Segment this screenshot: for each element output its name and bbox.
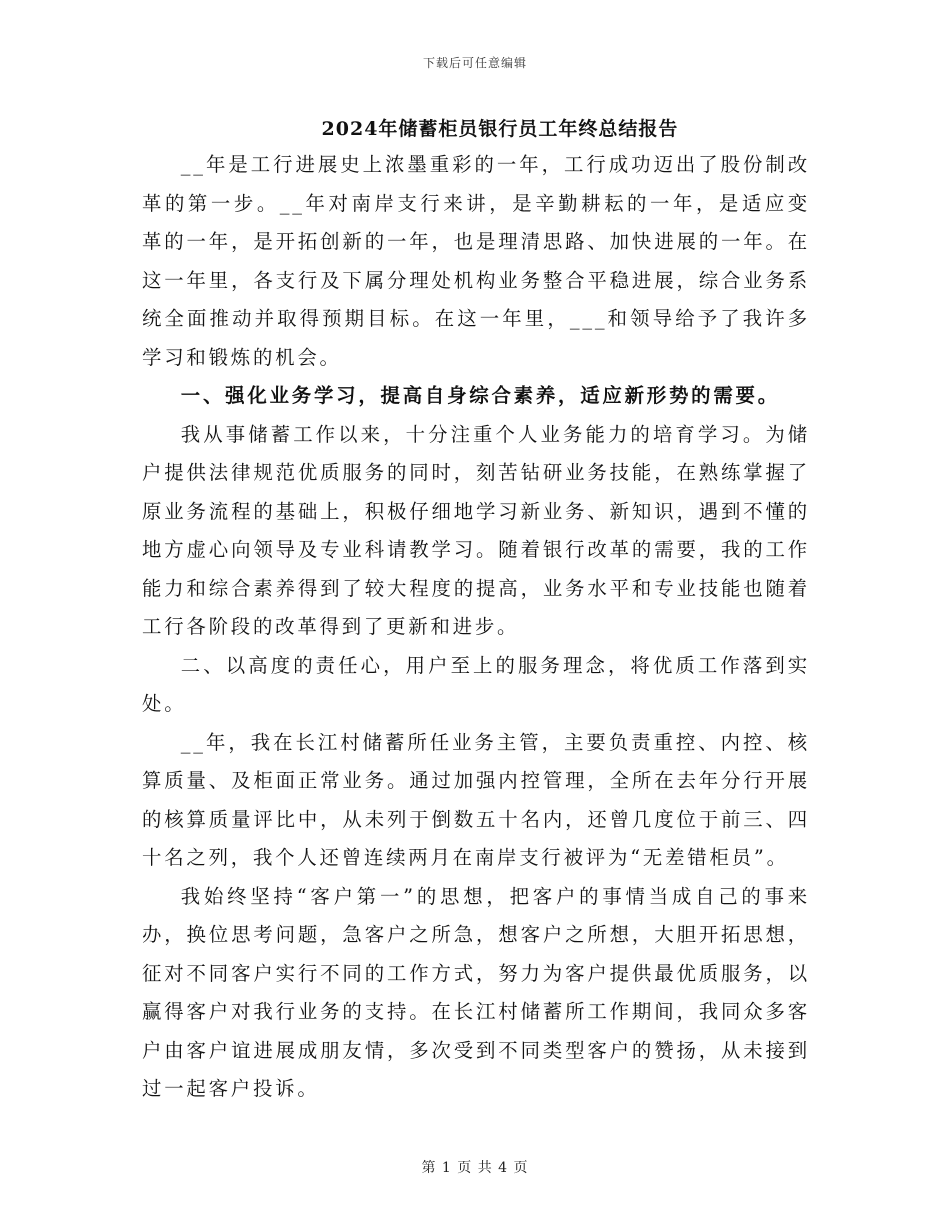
section-heading-2: 二、以高度的责任心，用户至上的服务理念，将优质工作落到实处。 xyxy=(142,653,810,715)
page-number-footer: 第 1 页 共 4 页 xyxy=(421,1160,529,1176)
document-title: 2024年储蓄柜员银行员工年终总结报告 xyxy=(321,118,679,140)
section-heading-1: 一、强化业务学习，提高自身综合素养，适应新形势的需要。 xyxy=(180,384,780,407)
paragraph-study: 我从事储蓄工作以来，十分注重个人业务能力的培育学习。为储户提供法律规范优质服务的同时，刻苦钻研业务技能，在熟练掌握了原业务流程的基础上，积极仔细地学习新业务、新知识，遇到不懂的地方虚心向领导及专业科请教学习。随着银行改革的需要，我的工作能力和综合素养得到了较大程度的提高，业务水平和专业技能也随着工行各阶段的改革得到了更新和进步。 xyxy=(142,422,810,638)
paragraph-duties: __年，我在长江村储蓄所任业务主管，主要负责重控、内控、核算质量、及柜面正常业务。通过加强内控管理，全所在去年分行开展的核算质量评比中，从未列于倒数五十名内，还曾几度位于前三、四十名之列，我个人还曾连续两月在南岸支行被评为“无差错柜员”。 xyxy=(142,730,810,869)
header-note: 下载后可任意编辑 xyxy=(422,56,527,70)
document-body xyxy=(142,146,810,1109)
paragraph-intro: __年是工行进展史上浓墨重彩的一年，工行成功迈出了股份制改革的第一步。__年对南岸支行来讲，是辛勤耕耘的一年，是适应变革的一年，是开拓创新的一年，也是理清思路、加快进展的一年。在这一年里，各支行及下属分理处机构业务整合平稳进展，综合业务系统全面推动并取得预期目标。在这一年里，___和领导给予了我许多学习和锻炼的机会。 xyxy=(142,153,810,369)
paragraph-customer: 我始终坚持“客户第一”的思想，把客户的事情当成自己的事来办，换位思考问题，急客户之所急，想客户之所想，大胆开拓思想，征对不同客户实行不同的工作方式，努力为客户提供最优质服务，以赢得客户对我行业务的支持。在长江村储蓄所工作期间，我同众多客户由客户谊进展成朋友情，多次受到不同类型客户的赞扬，从未接到过一起客户投诉。 xyxy=(142,884,810,1100)
